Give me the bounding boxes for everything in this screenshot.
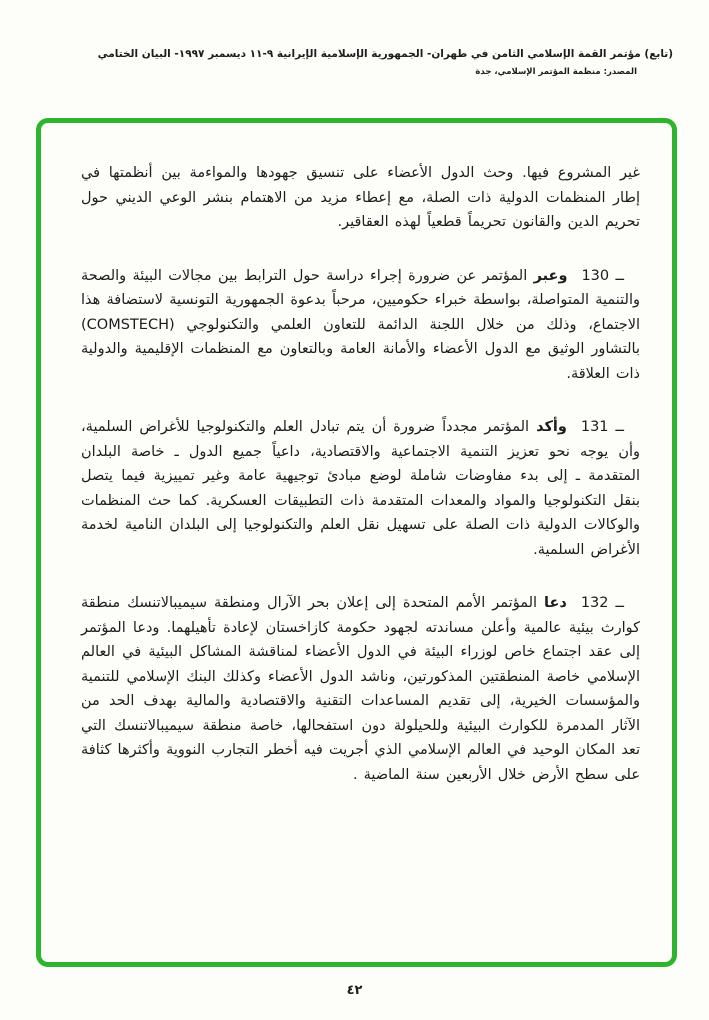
paragraph-132-number: 132 ــ <box>580 595 624 611</box>
paragraph-continuation: غير المشروع فيها. وحث الدول الأعضاء على تنسيق جهودها والمواءمة بين أنظمتها في إطار المنظمات الدولية ذات الصلة، مع إعطاء مزيد من الاهتمام بنشر الوعي الديني حول تحريم الدين والقانون تحريماً قطعياً لهذه العقاقير. <box>81 165 640 230</box>
paragraph-130-number: 130 ــ <box>581 267 624 284</box>
paragraph-130 <box>81 264 640 387</box>
paragraph-130-lead: وعبر <box>533 267 568 284</box>
paragraph-131 <box>81 415 640 562</box>
paragraph-131-text: المؤتمر مجدداً ضرورة أن يتم تبادل العلم والتكنولوجيا للأغراض السلمية، وأن يوجه نحو تعزيز التنمية الاجتماعية والاقتصادية، داعياً جميع الدول ـ خاصة البلدان المتقدمة ـ إلى بدء مفاوضات شاملة لوضع مبادئ توجيهية عامة وغير تمييزية فيما يتصل بنقل التكنولوجيا والمواد والمعدات المتقدمة ذات التطبيقات العسكرية. كما حث المنظمات والوكالات الدولية ذات الصلة على تسهيل نقل العلم والتكنولوجيا إلى البلدان النامية لخدمة الأغراض السلمية. <box>81 419 640 558</box>
paragraph-130-text: المؤتمر عن ضرورة إجراء دراسة حول الترابط بين مجالات البيئة والصحة والتنمية المتواصلة، بواسطة خبراء حكوميين، مرحباً بدعوة الجمهورية التونسية لاستضافة هذا الاجتماع، وذلك من خلال اللجنة الدائمة للتعاون العلمي والتكنولوجي (COMSTECH) بالتشاور الوثيق مع الدول الأعضاء والأمانة العامة وبالتعاون مع المنظمات الإقليمية والدولية ذات العلاقة. <box>81 267 640 382</box>
green-content-frame <box>36 118 677 967</box>
document-title: (تابع) مؤتمر القمة الإسلامي الثامن في طهران- الجمهورية الإسلامية الإيرانية ٩-١١ ديسمبر ١٩٩٧- البيان الختامي <box>97 48 673 60</box>
paragraph-132-text: المؤتمر الأمم المتحدة إلى إعلان بحر الآرال ومنطقة سيميبالاتنسك منطقة كوارث بيئية عالمية وأعلن مساندته لجهود حكومة كازاخستان لإعادة تأهيلهما. ودعا المؤتمر إلى عقد اجتماع خاص لوزراء البيئة في الدول الأعضاء لمناقشة المشاكل البيئية في العالم الإسلامي خاصة المنطقتين المذكورتين، وناشد الدول الأعضاء وكذلك البنك الإسلامي للتنمية والمؤسسات الخيرية، إلى تقديم المساعدات التقنية والاقتصادية والمالية بهدف الحد من الآثار المدمرة للكوارث البيئية وللحيلولة دون استفحالها، خاصة منطقة سيميبالاتنسك التي تعد المكان الوحيد في العالم الإسلامي الذي أجريت فيه أخطر التجارب النووية وأكثرها كثافة على سطح الأرض خلال الأربعين سنة الماضية . <box>81 595 640 783</box>
paragraph-131-lead: وأكد <box>536 419 567 435</box>
document-body <box>41 123 672 787</box>
document-header <box>0 0 709 77</box>
paragraph-132 <box>81 591 640 787</box>
document-source: المصدر: منظمة المؤتمر الإسلامي، جدة <box>475 67 637 77</box>
paragraph-132-lead: دعا <box>544 595 567 611</box>
paragraph-131-number: 131 ــ <box>580 419 625 435</box>
page-number: ٤٢ <box>346 983 363 998</box>
